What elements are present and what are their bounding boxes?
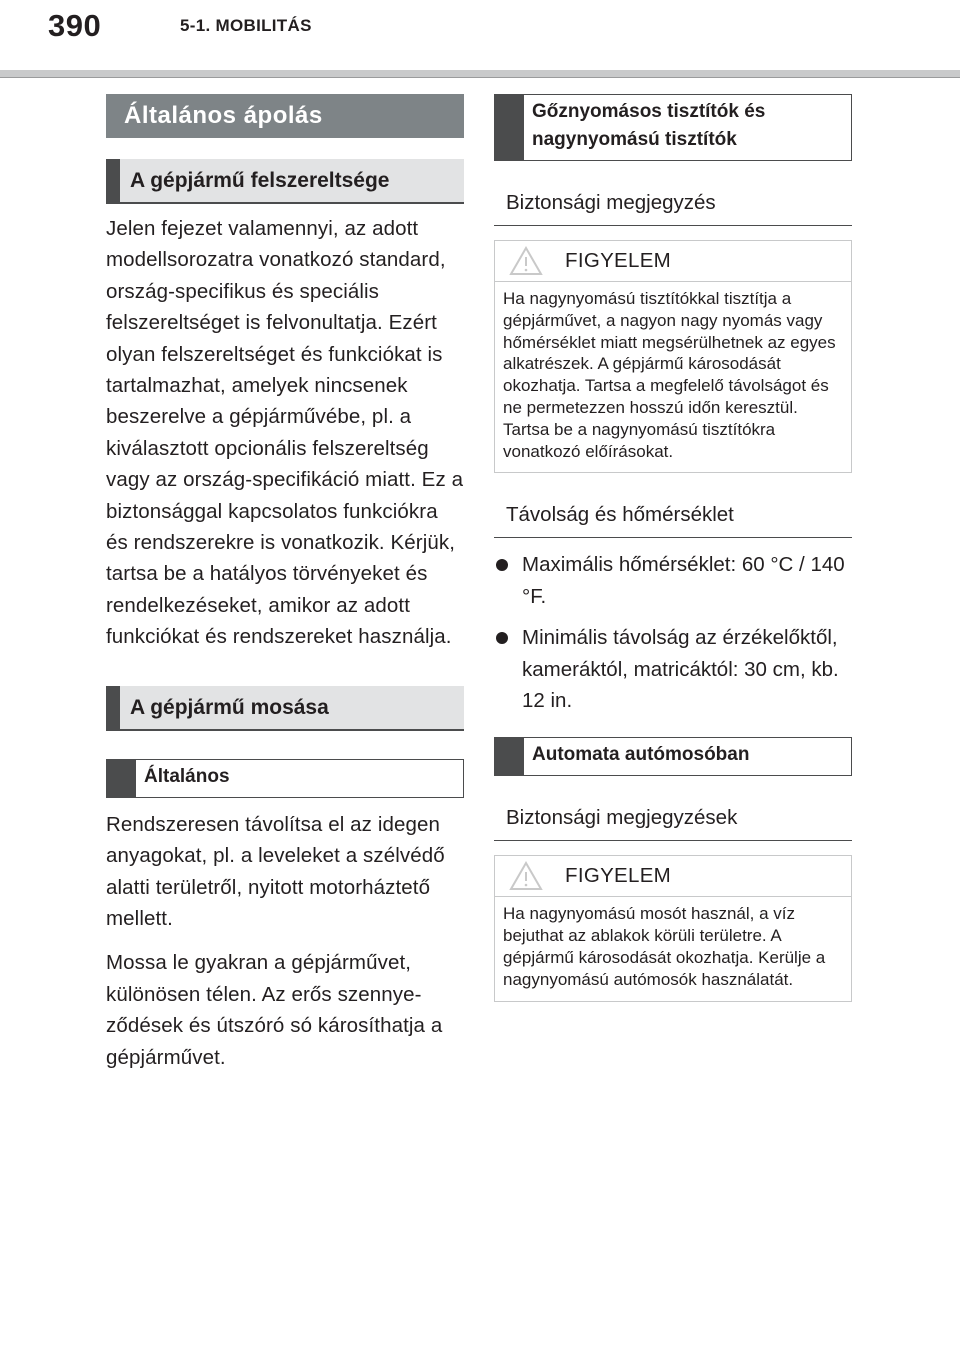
safety-note-title-1: Biztonsági megjegyzés xyxy=(494,181,852,226)
general-text-1: Rendszeresen távolítsa el az idegen anyagokat, pl. a leveleket a szélvédő alatti területről, nyitott motorháztető mellett. xyxy=(106,812,445,930)
page-number: 390 xyxy=(48,8,102,43)
warning-text-2: Ha nagynyomású mosót használ, a víz bejuthat az ablakok körüli területre. A gépjármű károsodását okozhatja. Kerülje a nagynyomású autómosók használatát. xyxy=(503,904,826,989)
warning-box-2 xyxy=(494,855,852,1001)
distance-temperature-title: Távolság és hőmérséklet xyxy=(494,493,852,538)
warning-box-1 xyxy=(494,240,852,473)
general-text-block xyxy=(106,809,464,1073)
equipment-text-block xyxy=(106,213,464,653)
car-wash-heading: Automata autómosóban xyxy=(494,737,852,776)
list-item xyxy=(494,622,852,716)
main-heading: Általános ápolás xyxy=(106,94,464,138)
steam-cleaner-heading: Gőznyomásos tisztítók és nagynyomású tisztítók xyxy=(494,94,852,161)
list-item-text: Minimális távolság az érzékelőktől, kameráktól, matricáktól: 30 cm, kb. 12 in. xyxy=(522,626,839,712)
left-column xyxy=(106,94,464,1073)
page-header xyxy=(0,0,960,80)
safety-note-title-2: Biztonsági megjegyzések xyxy=(494,796,852,841)
section-title: 5-1. MOBILITÁS xyxy=(180,16,312,35)
equipment-text: Jelen fejezet valamennyi, az adott modellsorozatra vonatkozó standard, ország-specifikus és speciális felszereltséget is felvonultatja. Ezért olyan felszereltséget és funkciókat is tartalmazhat, amelyek nincsenek beszerelve a gépjárművébe, pl. a kiválasztott opcionális felszereltség vagy az ország-specifikáció miatt. Ez a biztonsággal kapcsolatos funkciókra és rendszerekre is vonatkozik. Kérjük, tartsa be a hatályos törvényeket és rendelkezéseket, amikor az adott funkciókat és rendszereket használja. xyxy=(106,217,464,649)
warning-triangle-icon xyxy=(509,246,543,276)
list-item-text: Maximális hőmérséklet: 60 °C / 140 °F. xyxy=(522,553,845,608)
equipment-heading: A gépjármű felszereltsége xyxy=(106,159,464,204)
right-column xyxy=(494,94,852,1002)
washing-heading: A gépjármű mosása xyxy=(106,686,464,731)
general-text-2: Mossa le gyakran a gépjárművet, különösen télen. Az erős szennyeződések és útszóró só károsíthatja a gépjárművet. xyxy=(106,951,443,1069)
bullet-icon xyxy=(496,559,508,571)
warning-triangle-icon xyxy=(509,861,543,891)
header-rule xyxy=(0,70,960,77)
warning-label-1: FIGYELEM xyxy=(565,249,672,272)
distance-list xyxy=(494,549,852,716)
bullet-icon xyxy=(496,632,508,644)
warning-header-1 xyxy=(495,241,851,282)
general-heading: Általános xyxy=(106,759,464,798)
warning-text-1: Ha nagynyomású tisztítókkal tisztítja a gépjárművet, a nagyon nagy nyomás vagy hőmérséklet miatt megsérülhetnek az egyes alkatrészek. A gépjármű károsodását okozhatja. Tartsa a megfelelő távolságot és ne permetezzen hosszú időn keresztül. Tartsa be a nagynyomású tisztítókra vonatkozó előírásokat. xyxy=(503,289,836,461)
list-item xyxy=(494,549,852,612)
warning-header-2 xyxy=(495,856,851,897)
warning-label-2: FIGYELEM xyxy=(565,864,672,888)
